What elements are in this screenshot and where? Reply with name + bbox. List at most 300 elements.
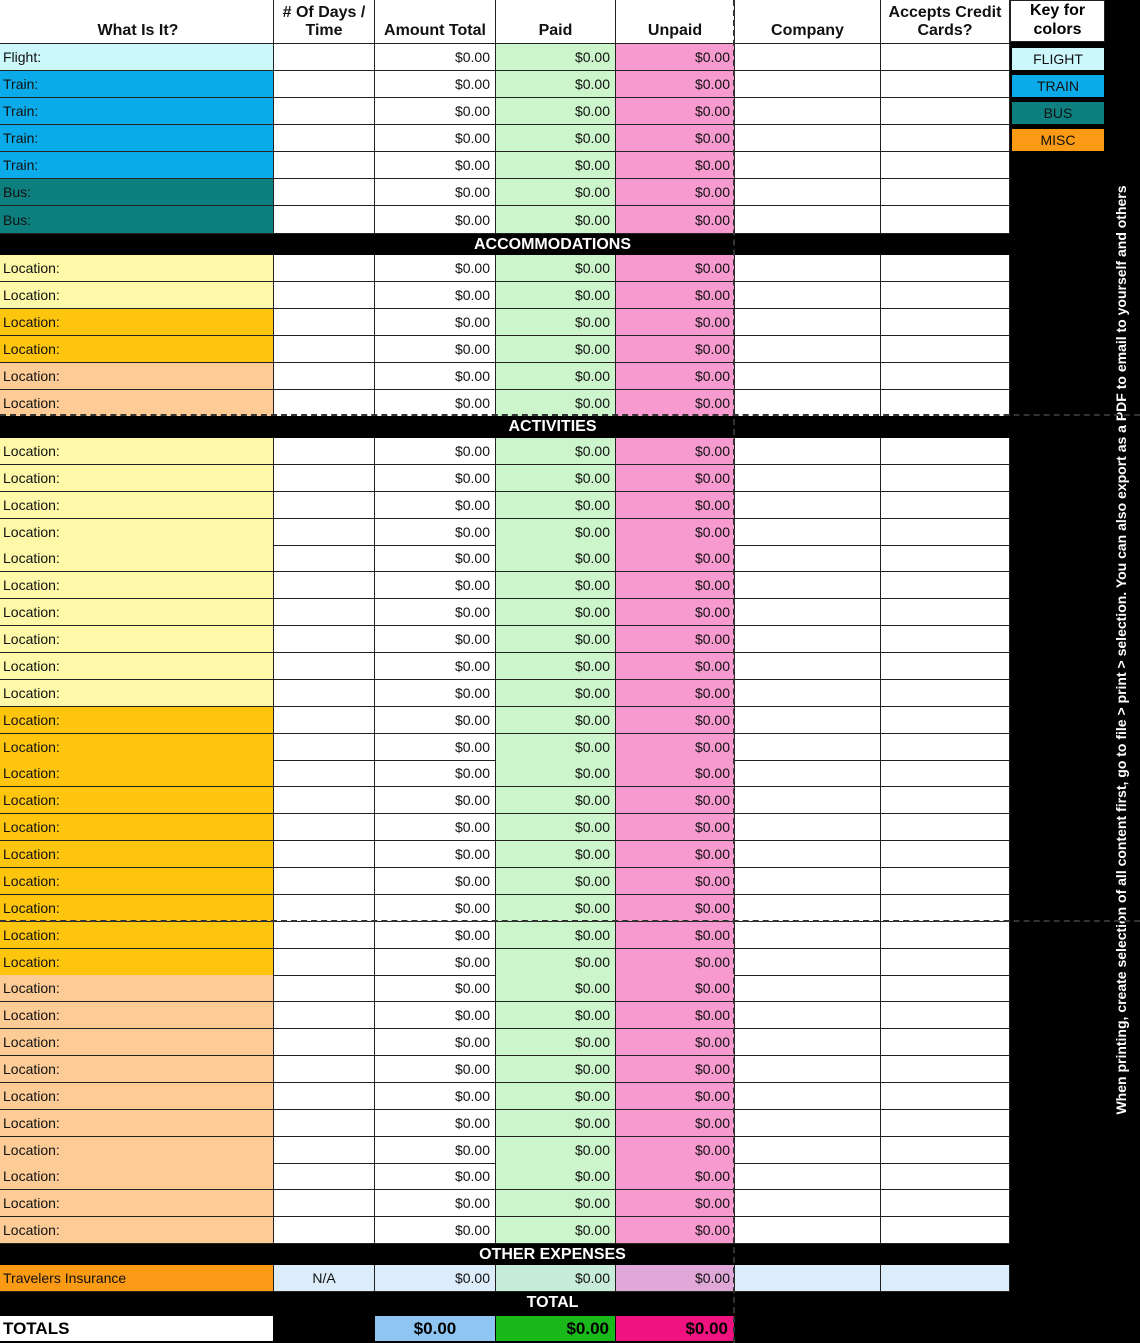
paid-cell[interactable]: $0.00 [496, 922, 616, 949]
paid-cell[interactable]: $0.00 [496, 1029, 616, 1056]
company-cell[interactable] [735, 1029, 881, 1056]
paid-cell[interactable]: $0.00 [496, 1137, 616, 1164]
paid-cell[interactable]: $0.00 [496, 438, 616, 465]
days-cell[interactable] [274, 1190, 375, 1217]
item-label-cell[interactable]: Train: [0, 71, 274, 98]
credit-cards-cell[interactable] [881, 390, 1010, 417]
amount-cell[interactable]: $0.00 [375, 1056, 496, 1083]
credit-cards-cell[interactable] [881, 1083, 1010, 1110]
item-label-cell[interactable]: Location: [0, 841, 274, 868]
paid-cell[interactable]: $0.00 [496, 282, 616, 309]
unpaid-cell[interactable]: $0.00 [616, 1083, 735, 1110]
paid-cell[interactable]: $0.00 [496, 1163, 616, 1190]
paid-cell[interactable]: $0.00 [496, 465, 616, 492]
days-cell[interactable] [274, 179, 375, 206]
credit-cards-cell[interactable] [881, 787, 1010, 814]
amount-cell[interactable]: $0.00 [375, 1137, 496, 1164]
days-cell[interactable] [274, 255, 375, 282]
company-cell[interactable] [735, 707, 881, 734]
days-cell[interactable] [274, 760, 375, 787]
paid-cell[interactable]: $0.00 [496, 814, 616, 841]
credit-cards-cell[interactable] [881, 206, 1010, 234]
days-cell[interactable] [274, 787, 375, 814]
unpaid-cell[interactable]: $0.00 [616, 309, 735, 336]
amount-cell[interactable]: $0.00 [375, 895, 496, 922]
paid-cell[interactable]: $0.00 [496, 949, 616, 976]
item-label-cell[interactable]: Travelers Insurance [0, 1265, 274, 1292]
item-label-cell[interactable]: Location: [0, 545, 274, 572]
company-cell[interactable] [735, 1137, 881, 1164]
days-cell[interactable] [274, 282, 375, 309]
days-cell[interactable] [274, 922, 375, 949]
days-cell[interactable] [274, 1163, 375, 1190]
item-label-cell[interactable]: Location: [0, 363, 274, 390]
amount-cell[interactable]: $0.00 [375, 44, 496, 71]
company-cell[interactable] [735, 787, 881, 814]
item-label-cell[interactable]: Location: [0, 1163, 274, 1190]
amount-cell[interactable]: $0.00 [375, 206, 496, 234]
unpaid-cell[interactable]: $0.00 [616, 1265, 735, 1292]
company-cell[interactable] [735, 895, 881, 922]
paid-cell[interactable]: $0.00 [496, 599, 616, 626]
days-cell[interactable] [274, 545, 375, 572]
company-cell[interactable] [735, 734, 881, 761]
unpaid-cell[interactable]: $0.00 [616, 125, 735, 152]
days-cell[interactable] [274, 814, 375, 841]
credit-cards-cell[interactable] [881, 179, 1010, 206]
unpaid-cell[interactable]: $0.00 [616, 841, 735, 868]
company-cell[interactable] [735, 309, 881, 336]
credit-cards-cell[interactable] [881, 545, 1010, 572]
amount-cell[interactable]: $0.00 [375, 519, 496, 546]
company-cell[interactable] [735, 572, 881, 599]
paid-cell[interactable]: $0.00 [496, 895, 616, 922]
amount-cell[interactable]: $0.00 [375, 599, 496, 626]
amount-cell[interactable]: $0.00 [375, 98, 496, 125]
paid-cell[interactable]: $0.00 [496, 492, 616, 519]
credit-cards-cell[interactable] [881, 282, 1010, 309]
amount-cell[interactable]: $0.00 [375, 680, 496, 707]
unpaid-cell[interactable]: $0.00 [616, 626, 735, 653]
amount-cell[interactable]: $0.00 [375, 179, 496, 206]
unpaid-cell[interactable]: $0.00 [616, 255, 735, 282]
paid-cell[interactable]: $0.00 [496, 1083, 616, 1110]
company-cell[interactable] [735, 71, 881, 98]
amount-cell[interactable]: $0.00 [375, 1110, 496, 1137]
credit-cards-cell[interactable] [881, 71, 1010, 98]
item-label-cell[interactable]: Location: [0, 1137, 274, 1164]
unpaid-cell[interactable]: $0.00 [616, 787, 735, 814]
credit-cards-cell[interactable] [881, 44, 1010, 71]
item-label-cell[interactable]: Location: [0, 282, 274, 309]
company-cell[interactable] [735, 1163, 881, 1190]
unpaid-cell[interactable]: $0.00 [616, 760, 735, 787]
unpaid-cell[interactable]: $0.00 [616, 206, 735, 234]
paid-cell[interactable]: $0.00 [496, 1110, 616, 1137]
item-label-cell[interactable]: Location: [0, 492, 274, 519]
days-cell[interactable]: N/A [274, 1265, 375, 1292]
company-cell[interactable] [735, 206, 881, 234]
days-cell[interactable] [274, 734, 375, 761]
amount-cell[interactable]: $0.00 [375, 545, 496, 572]
paid-cell[interactable]: $0.00 [496, 1056, 616, 1083]
credit-cards-cell[interactable] [881, 949, 1010, 976]
company-cell[interactable] [735, 680, 881, 707]
item-label-cell[interactable]: Bus: [0, 206, 274, 234]
item-label-cell[interactable]: Location: [0, 814, 274, 841]
amount-cell[interactable]: $0.00 [375, 841, 496, 868]
item-label-cell[interactable]: Flight: [0, 44, 274, 71]
company-cell[interactable] [735, 179, 881, 206]
item-label-cell[interactable]: Location: [0, 1002, 274, 1029]
credit-cards-cell[interactable] [881, 680, 1010, 707]
col-header-credit-cards[interactable]: Accepts Credit Cards? [881, 0, 1010, 44]
paid-cell[interactable]: $0.00 [496, 868, 616, 895]
credit-cards-cell[interactable] [881, 1190, 1010, 1217]
days-cell[interactable] [274, 390, 375, 417]
days-cell[interactable] [274, 1029, 375, 1056]
credit-cards-cell[interactable] [881, 1217, 1010, 1244]
days-cell[interactable] [274, 71, 375, 98]
days-cell[interactable] [274, 599, 375, 626]
days-cell[interactable] [274, 1002, 375, 1029]
item-label-cell[interactable]: Location: [0, 975, 274, 1002]
days-cell[interactable] [274, 363, 375, 390]
company-cell[interactable] [735, 152, 881, 179]
item-label-cell[interactable]: Location: [0, 519, 274, 546]
col-header-days[interactable]: # Of Days / Time [274, 0, 375, 44]
credit-cards-cell[interactable] [881, 1056, 1010, 1083]
unpaid-cell[interactable]: $0.00 [616, 895, 735, 922]
amount-cell[interactable]: $0.00 [375, 814, 496, 841]
company-cell[interactable] [735, 545, 881, 572]
days-cell[interactable] [274, 653, 375, 680]
days-cell[interactable] [274, 841, 375, 868]
unpaid-cell[interactable]: $0.00 [616, 599, 735, 626]
unpaid-cell[interactable]: $0.00 [616, 179, 735, 206]
item-label-cell[interactable]: Location: [0, 680, 274, 707]
paid-cell[interactable]: $0.00 [496, 125, 616, 152]
days-cell[interactable] [274, 309, 375, 336]
unpaid-cell[interactable]: $0.00 [616, 680, 735, 707]
company-cell[interactable] [735, 868, 881, 895]
days-cell[interactable] [274, 44, 375, 71]
company-cell[interactable] [735, 282, 881, 309]
company-cell[interactable] [735, 599, 881, 626]
days-cell[interactable] [274, 336, 375, 363]
paid-cell[interactable]: $0.00 [496, 1217, 616, 1244]
paid-cell[interactable]: $0.00 [496, 787, 616, 814]
company-cell[interactable] [735, 519, 881, 546]
unpaid-cell[interactable]: $0.00 [616, 707, 735, 734]
amount-cell[interactable]: $0.00 [375, 653, 496, 680]
company-cell[interactable] [735, 1083, 881, 1110]
item-label-cell[interactable]: Location: [0, 734, 274, 761]
credit-cards-cell[interactable] [881, 438, 1010, 465]
credit-cards-cell[interactable] [881, 868, 1010, 895]
days-cell[interactable] [274, 519, 375, 546]
item-label-cell[interactable]: Location: [0, 1110, 274, 1137]
amount-cell[interactable]: $0.00 [375, 152, 496, 179]
credit-cards-cell[interactable] [881, 1002, 1010, 1029]
credit-cards-cell[interactable] [881, 1265, 1010, 1292]
unpaid-cell[interactable]: $0.00 [616, 1056, 735, 1083]
company-cell[interactable] [735, 626, 881, 653]
amount-cell[interactable]: $0.00 [375, 363, 496, 390]
total-unpaid[interactable]: $0.00 [616, 1316, 734, 1341]
days-cell[interactable] [274, 1137, 375, 1164]
amount-cell[interactable]: $0.00 [375, 390, 496, 417]
unpaid-cell[interactable]: $0.00 [616, 814, 735, 841]
paid-cell[interactable]: $0.00 [496, 841, 616, 868]
days-cell[interactable] [274, 206, 375, 234]
item-label-cell[interactable]: Location: [0, 599, 274, 626]
item-label-cell[interactable]: Location: [0, 390, 274, 417]
unpaid-cell[interactable]: $0.00 [616, 438, 735, 465]
company-cell[interactable] [735, 336, 881, 363]
company-cell[interactable] [735, 975, 881, 1002]
credit-cards-cell[interactable] [881, 572, 1010, 599]
company-cell[interactable] [735, 98, 881, 125]
amount-cell[interactable]: $0.00 [375, 922, 496, 949]
company-cell[interactable] [735, 1265, 881, 1292]
paid-cell[interactable]: $0.00 [496, 707, 616, 734]
days-cell[interactable] [274, 680, 375, 707]
credit-cards-cell[interactable] [881, 599, 1010, 626]
company-cell[interactable] [735, 1217, 881, 1244]
credit-cards-cell[interactable] [881, 841, 1010, 868]
amount-cell[interactable]: $0.00 [375, 572, 496, 599]
company-cell[interactable] [735, 1190, 881, 1217]
amount-cell[interactable]: $0.00 [375, 1163, 496, 1190]
company-cell[interactable] [735, 841, 881, 868]
days-cell[interactable] [274, 492, 375, 519]
amount-cell[interactable]: $0.00 [375, 1029, 496, 1056]
item-label-cell[interactable]: Train: [0, 98, 274, 125]
amount-cell[interactable]: $0.00 [375, 465, 496, 492]
paid-cell[interactable]: $0.00 [496, 572, 616, 599]
col-header-unpaid[interactable]: Unpaid [616, 0, 735, 44]
unpaid-cell[interactable]: $0.00 [616, 1002, 735, 1029]
amount-cell[interactable]: $0.00 [375, 71, 496, 98]
unpaid-cell[interactable]: $0.00 [616, 363, 735, 390]
paid-cell[interactable]: $0.00 [496, 760, 616, 787]
paid-cell[interactable]: $0.00 [496, 519, 616, 546]
unpaid-cell[interactable]: $0.00 [616, 152, 735, 179]
company-cell[interactable] [735, 492, 881, 519]
item-label-cell[interactable]: Location: [0, 438, 274, 465]
credit-cards-cell[interactable] [881, 492, 1010, 519]
unpaid-cell[interactable]: $0.00 [616, 492, 735, 519]
amount-cell[interactable]: $0.00 [375, 1083, 496, 1110]
amount-cell[interactable]: $0.00 [375, 1217, 496, 1244]
credit-cards-cell[interactable] [881, 653, 1010, 680]
unpaid-cell[interactable]: $0.00 [616, 1217, 735, 1244]
company-cell[interactable] [735, 1056, 881, 1083]
col-header-what[interactable]: What Is It? [0, 0, 274, 44]
paid-cell[interactable]: $0.00 [496, 680, 616, 707]
item-label-cell[interactable]: Location: [0, 653, 274, 680]
unpaid-cell[interactable]: $0.00 [616, 922, 735, 949]
days-cell[interactable] [274, 868, 375, 895]
company-cell[interactable] [735, 465, 881, 492]
total-paid[interactable]: $0.00 [496, 1316, 615, 1341]
days-cell[interactable] [274, 1083, 375, 1110]
paid-cell[interactable]: $0.00 [496, 626, 616, 653]
company-cell[interactable] [735, 653, 881, 680]
credit-cards-cell[interactable] [881, 363, 1010, 390]
item-label-cell[interactable]: Location: [0, 572, 274, 599]
col-header-company[interactable]: Company [735, 0, 881, 44]
unpaid-cell[interactable]: $0.00 [616, 1110, 735, 1137]
amount-cell[interactable]: $0.00 [375, 868, 496, 895]
credit-cards-cell[interactable] [881, 1163, 1010, 1190]
company-cell[interactable] [735, 949, 881, 976]
unpaid-cell[interactable]: $0.00 [616, 465, 735, 492]
item-label-cell[interactable]: Location: [0, 1190, 274, 1217]
amount-cell[interactable]: $0.00 [375, 949, 496, 976]
total-amount[interactable]: $0.00 [375, 1316, 495, 1341]
days-cell[interactable] [274, 438, 375, 465]
credit-cards-cell[interactable] [881, 760, 1010, 787]
item-label-cell[interactable]: Location: [0, 626, 274, 653]
company-cell[interactable] [735, 255, 881, 282]
company-cell[interactable] [735, 760, 881, 787]
unpaid-cell[interactable]: $0.00 [616, 868, 735, 895]
credit-cards-cell[interactable] [881, 152, 1010, 179]
company-cell[interactable] [735, 125, 881, 152]
unpaid-cell[interactable]: $0.00 [616, 734, 735, 761]
amount-cell[interactable]: $0.00 [375, 125, 496, 152]
credit-cards-cell[interactable] [881, 975, 1010, 1002]
item-label-cell[interactable]: Bus: [0, 179, 274, 206]
item-label-cell[interactable]: Location: [0, 868, 274, 895]
credit-cards-cell[interactable] [881, 895, 1010, 922]
credit-cards-cell[interactable] [881, 734, 1010, 761]
item-label-cell[interactable]: Location: [0, 895, 274, 922]
paid-cell[interactable]: $0.00 [496, 71, 616, 98]
days-cell[interactable] [274, 626, 375, 653]
amount-cell[interactable]: $0.00 [375, 336, 496, 363]
days-cell[interactable] [274, 1110, 375, 1137]
amount-cell[interactable]: $0.00 [375, 787, 496, 814]
item-label-cell[interactable]: Location: [0, 1083, 274, 1110]
amount-cell[interactable]: $0.00 [375, 1002, 496, 1029]
company-cell[interactable] [735, 363, 881, 390]
unpaid-cell[interactable]: $0.00 [616, 44, 735, 71]
paid-cell[interactable]: $0.00 [496, 653, 616, 680]
unpaid-cell[interactable]: $0.00 [616, 390, 735, 417]
paid-cell[interactable]: $0.00 [496, 255, 616, 282]
amount-cell[interactable]: $0.00 [375, 975, 496, 1002]
item-label-cell[interactable]: Location: [0, 949, 274, 976]
credit-cards-cell[interactable] [881, 814, 1010, 841]
days-cell[interactable] [274, 98, 375, 125]
paid-cell[interactable]: $0.00 [496, 309, 616, 336]
unpaid-cell[interactable]: $0.00 [616, 71, 735, 98]
paid-cell[interactable]: $0.00 [496, 390, 616, 417]
paid-cell[interactable]: $0.00 [496, 98, 616, 125]
unpaid-cell[interactable]: $0.00 [616, 949, 735, 976]
company-cell[interactable] [735, 1002, 881, 1029]
days-cell[interactable] [274, 152, 375, 179]
days-cell[interactable] [274, 572, 375, 599]
amount-cell[interactable]: $0.00 [375, 1265, 496, 1292]
unpaid-cell[interactable]: $0.00 [616, 545, 735, 572]
amount-cell[interactable]: $0.00 [375, 255, 496, 282]
days-cell[interactable] [274, 465, 375, 492]
company-cell[interactable] [735, 44, 881, 71]
credit-cards-cell[interactable] [881, 626, 1010, 653]
paid-cell[interactable]: $0.00 [496, 336, 616, 363]
item-label-cell[interactable]: Location: [0, 336, 274, 363]
days-cell[interactable] [274, 895, 375, 922]
paid-cell[interactable]: $0.00 [496, 545, 616, 572]
company-cell[interactable] [735, 1110, 881, 1137]
credit-cards-cell[interactable] [881, 519, 1010, 546]
credit-cards-cell[interactable] [881, 336, 1010, 363]
company-cell[interactable] [735, 814, 881, 841]
amount-cell[interactable]: $0.00 [375, 760, 496, 787]
item-label-cell[interactable]: Location: [0, 1029, 274, 1056]
paid-cell[interactable]: $0.00 [496, 206, 616, 234]
credit-cards-cell[interactable] [881, 1137, 1010, 1164]
item-label-cell[interactable]: Location: [0, 465, 274, 492]
credit-cards-cell[interactable] [881, 309, 1010, 336]
credit-cards-cell[interactable] [881, 1029, 1010, 1056]
credit-cards-cell[interactable] [881, 255, 1010, 282]
item-label-cell[interactable]: Location: [0, 309, 274, 336]
amount-cell[interactable]: $0.00 [375, 626, 496, 653]
credit-cards-cell[interactable] [881, 707, 1010, 734]
paid-cell[interactable]: $0.00 [496, 152, 616, 179]
unpaid-cell[interactable]: $0.00 [616, 1190, 735, 1217]
paid-cell[interactable]: $0.00 [496, 179, 616, 206]
unpaid-cell[interactable]: $0.00 [616, 282, 735, 309]
unpaid-cell[interactable]: $0.00 [616, 336, 735, 363]
days-cell[interactable] [274, 949, 375, 976]
paid-cell[interactable]: $0.00 [496, 1190, 616, 1217]
unpaid-cell[interactable]: $0.00 [616, 519, 735, 546]
paid-cell[interactable]: $0.00 [496, 734, 616, 761]
item-label-cell[interactable]: Location: [0, 255, 274, 282]
amount-cell[interactable]: $0.00 [375, 1190, 496, 1217]
col-header-amount[interactable]: Amount Total [375, 0, 496, 44]
amount-cell[interactable]: $0.00 [375, 734, 496, 761]
credit-cards-cell[interactable] [881, 465, 1010, 492]
credit-cards-cell[interactable] [881, 125, 1010, 152]
paid-cell[interactable]: $0.00 [496, 44, 616, 71]
days-cell[interactable] [274, 975, 375, 1002]
item-label-cell[interactable]: Location: [0, 922, 274, 949]
credit-cards-cell[interactable] [881, 1110, 1010, 1137]
company-cell[interactable] [735, 922, 881, 949]
unpaid-cell[interactable]: $0.00 [616, 1163, 735, 1190]
item-label-cell[interactable]: Location: [0, 1217, 274, 1244]
amount-cell[interactable]: $0.00 [375, 282, 496, 309]
company-cell[interactable] [735, 438, 881, 465]
unpaid-cell[interactable]: $0.00 [616, 975, 735, 1002]
days-cell[interactable] [274, 707, 375, 734]
paid-cell[interactable]: $0.00 [496, 363, 616, 390]
paid-cell[interactable]: $0.00 [496, 975, 616, 1002]
paid-cell[interactable]: $0.00 [496, 1002, 616, 1029]
paid-cell[interactable]: $0.00 [496, 1265, 616, 1292]
item-label-cell[interactable]: Location: [0, 787, 274, 814]
item-label-cell[interactable]: Train: [0, 152, 274, 179]
unpaid-cell[interactable]: $0.00 [616, 1137, 735, 1164]
item-label-cell[interactable]: Train: [0, 125, 274, 152]
